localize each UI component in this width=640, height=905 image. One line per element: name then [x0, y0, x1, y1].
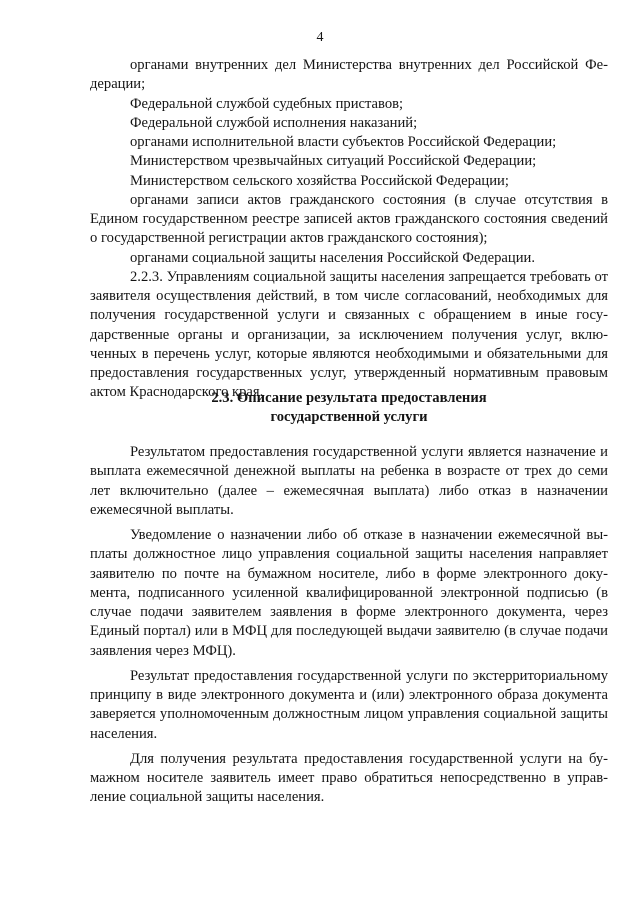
list-item: органами записи актов гражданского состояния (в случае отсутствия в Едином государственном реестре записей актов гражданского состояния сведений о государственной регистрации актов гражданского состояния);: [90, 191, 608, 247]
section-heading-line-1: 2.3. Описание результата предоставления: [211, 390, 487, 406]
list-item: органами внутренних дел Министерства внутренних дел Российской Федерации;: [90, 57, 608, 93]
list-item: Министерством чрезвычайных ситуаций Российской Федерации;: [130, 153, 537, 170]
paragraph-result: Результатом предоставления государственной услуги является назначение и выплата ежемесячной денежной выплаты на ребенка в возрасте от трех до семи лет включительно (далее – ежемесячная выплата) либо отказ в назначении ежемесячной выплаты.: [90, 444, 608, 518]
paragraph-paper-result: Для получения результата предоставления государственной услуги на бумажном носителе заявитель имеет право обратиться непосредственно в управление социальной защиты населения.: [90, 750, 608, 806]
list-item: Федеральной службой судебных приставов;: [130, 95, 404, 112]
section-body: [90, 443, 608, 814]
list-item: Федеральной службой исполнения наказаний;: [130, 114, 418, 131]
section-heading: [90, 389, 608, 427]
paragraph-notification: Уведомление о назначении либо об отказе в назначении ежемесячной выплаты должностное лицо управления социальной защиты населения направляет заявителю по почте на бумажном носителе, либо в форме электронного документа, подписанного усиленной квалифицированной электронной подписью (в случае подачи заявителем заявления в форме электронного документа, через Единый портал) или в МФЦ для последующей выдачи заявителю (в случае подачи заявления через МФЦ).: [90, 527, 608, 659]
list-item: органами социальной защиты населения Российской Федерации.: [130, 249, 535, 266]
paragraph-extraterritorial: Результат предоставления государственной услуги по экстерриториальному принципу в виде электронного документа и (или) электронного образа документа заверяется уполномоченным должностным лицом управления социальной защиты населения.: [90, 667, 608, 742]
clause-2-2-3: 2.2.3. Управлениям социальной защиты населения запрещается требовать от заявителя осуществления действий, в том числе согласований, необходимых для получения государственной услуги и связанных с обращением в иные государственные органы и организации, за исключением получения услуг, включенных в перечень услуг, которые являются необходимыми и обязательными для предоставления государственных услуг, утвержденный нормативным правовым актом Краснодарского края.: [90, 268, 608, 401]
list-item: органами исполнительной власти субъектов Российской Федерации;: [130, 134, 557, 150]
section-heading-line-2: государственной услуги: [270, 409, 428, 425]
list-of-bodies: [90, 56, 608, 403]
list-item: Министерством сельского хозяйства Российской Федерации;: [130, 172, 509, 189]
page-number: 4: [316, 30, 324, 45]
